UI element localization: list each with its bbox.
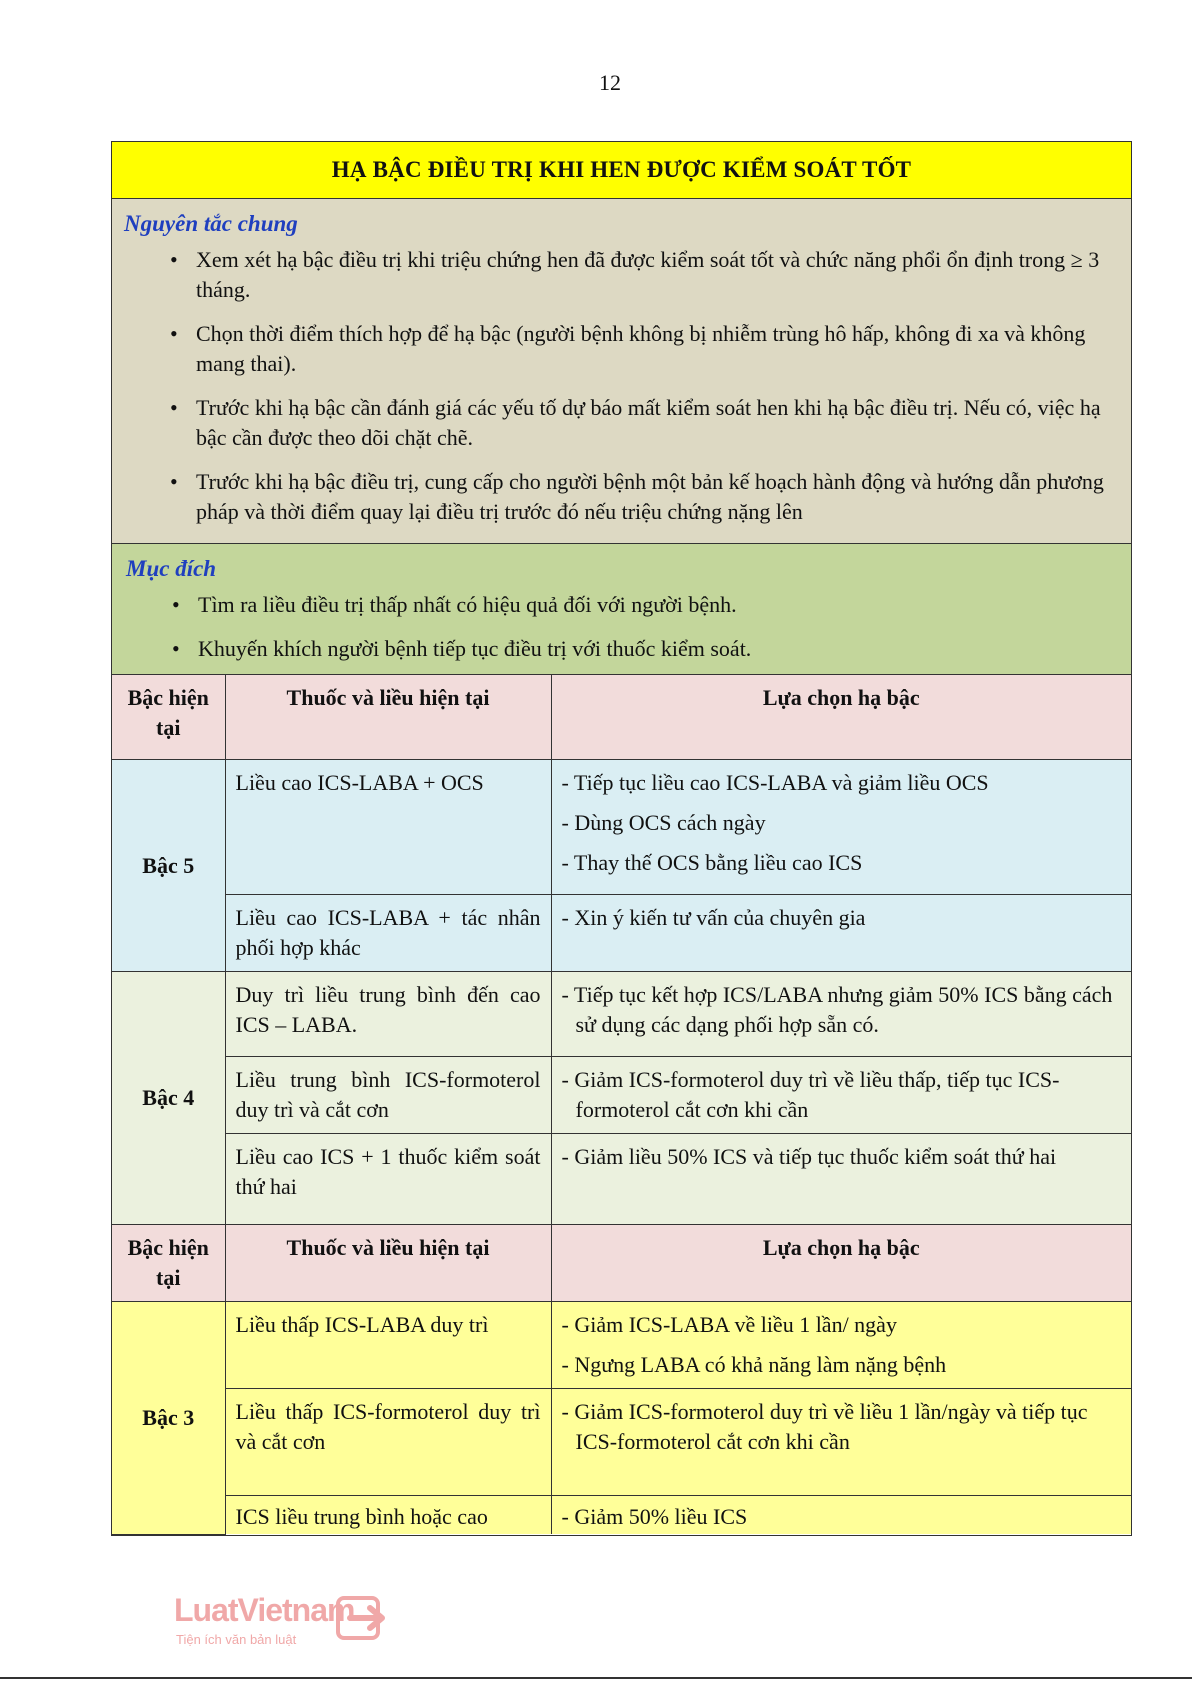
header-current-medication: Thuốc và liều hiện tại [225,675,551,760]
options-cell [551,895,1131,972]
options-cell [551,1134,1131,1225]
medication-cell: ICS liều trung bình hoặc cao [225,1496,551,1535]
option-text: - Thay thế OCS bằng liều cao ICS [561,850,863,875]
table-row [112,760,1131,895]
principle-item: • Xem xét hạ bậc điều trị khi triệu chứng hen đã được kiểm soát tốt và chức năng phổi ổn định trong ≥ 3 tháng. [124,245,1117,305]
step-4-label: Bậc 4 [112,972,225,1225]
principle-item: • Chọn thời điểm thích hợp để hạ bậc (người bệnh không bị nhiễm trùng hô hấp, không đi xa và không mang thai). [124,319,1117,379]
option-text: - Tiếp tục kết hợp ICS/LABA nhưng giảm 50% ICS bằng cách sử dụng các dạng phối hợp sẵn có. [561,982,1113,1037]
medication-cell: Liều cao ICS-LABA + tác nhân phối hợp khác [225,895,551,972]
options-cell [551,972,1131,1057]
header-downstep-options: Lựa chọn hạ bậc [551,675,1131,760]
table-row [112,1134,1131,1225]
principle-item: • Trước khi hạ bậc cần đánh giá các yếu tố dự báo mất kiểm soát hen khi hạ bậc điều trị. Nếu có, việc hạ bậc cần được theo dõi chặt chẽ. [124,393,1117,453]
purpose-list [126,590,1117,664]
table-row [112,1389,1131,1496]
option-text: - Giảm ICS-formoterol duy trì về liều 1 lần/ngày và tiếp tục ICS-formoterol cắt cơn khi cần [561,1399,1088,1454]
step-5-label: Bậc 5 [112,760,225,972]
header-downstep-options: Lựa chọn hạ bậc [551,1225,1131,1302]
option-text: - Giảm ICS-formoterol duy trì về liều thấp, tiếp tục ICS-formoterol cắt cơn khi cần [561,1067,1060,1122]
page-number: 12 [599,70,621,95]
medication-cell: Liều thấp ICS-LABA duy trì [225,1302,551,1389]
header-current-step: Bậc hiện tại [112,675,225,760]
arrow-icon [336,1596,392,1640]
option-text: - Xin ý kiến tư vấn của chuyên gia [561,905,866,930]
medication-cell: Liều cao ICS + 1 thuốc kiểm soát thứ hai [225,1134,551,1225]
purpose-item: • Tìm ra liều điều trị thấp nhất có hiệu quả đối với người bệnh. [126,590,1117,620]
medication-cell: Liều cao ICS-LABA + OCS [225,760,551,895]
purpose-section [112,544,1131,674]
table-header-row [112,675,1131,760]
header-current-medication: Thuốc và liều hiện tại [225,1225,551,1302]
step-3-label: Bậc 3 [112,1302,225,1535]
table-row [112,895,1131,972]
options-cell [551,1389,1131,1496]
medication-cell: Liều trung bình ICS-formoterol duy trì và cắt cơn [225,1057,551,1134]
table-row [112,1496,1131,1535]
table-header-row [112,1225,1131,1302]
options-cell [551,1496,1131,1535]
downstep-treatment-document [111,141,1132,1536]
option-text: - Tiếp tục liều cao ICS-LABA và giảm liều OCS [561,770,989,795]
table-row [112,1302,1131,1389]
options-cell [551,1302,1131,1389]
options-cell [551,760,1131,895]
luatvietnam-watermark [174,1592,404,1662]
option-text: - Giảm ICS-LABA về liều 1 lần/ ngày [561,1312,897,1337]
purpose-item: • Khuyến khích người bệnh tiếp tục điều trị với thuốc kiểm soát. [126,634,1117,664]
watermark-tagline: Tiện ích văn bản luật [176,1632,297,1647]
medication-cell: Duy trì liều trung bình đến cao ICS – LABA. [225,972,551,1057]
general-principles-section [112,199,1131,544]
option-text: - Ngưng LABA có khả năng làm nặng bệnh [561,1352,947,1377]
document-title: HẠ BẬC ĐIỀU TRỊ KHI HEN ĐƯỢC KIỂM SOÁT TỐT [112,142,1131,199]
principle-item: • Trước khi hạ bậc điều trị, cung cấp cho người bệnh một bản kế hoạch hành động và hướng dẫn phương pháp và thời điểm quay lại điều trị trước đó nếu triệu chứng nặng lên [124,467,1117,527]
options-cell [551,1057,1131,1134]
header-current-step: Bậc hiện tại [112,1225,225,1302]
option-text: - Dùng OCS cách ngày [561,810,766,835]
steps-table-upper [112,674,1131,1535]
watermark-brand: LuatVietnam [174,1592,355,1628]
table-row [112,972,1131,1057]
principles-list [124,245,1117,527]
principles-heading: Nguyên tắc chung [124,211,298,236]
purpose-heading: Mục đích [126,556,217,581]
footer-rule [0,1677,1192,1679]
table-row [112,1057,1131,1134]
option-text: - Giảm liều 50% ICS và tiếp tục thuốc kiểm soát thứ hai [561,1144,1057,1169]
option-text: - Giảm 50% liều ICS [561,1504,748,1529]
medication-cell: Liều thấp ICS-formoterol duy trì và cắt cơn [225,1389,551,1496]
